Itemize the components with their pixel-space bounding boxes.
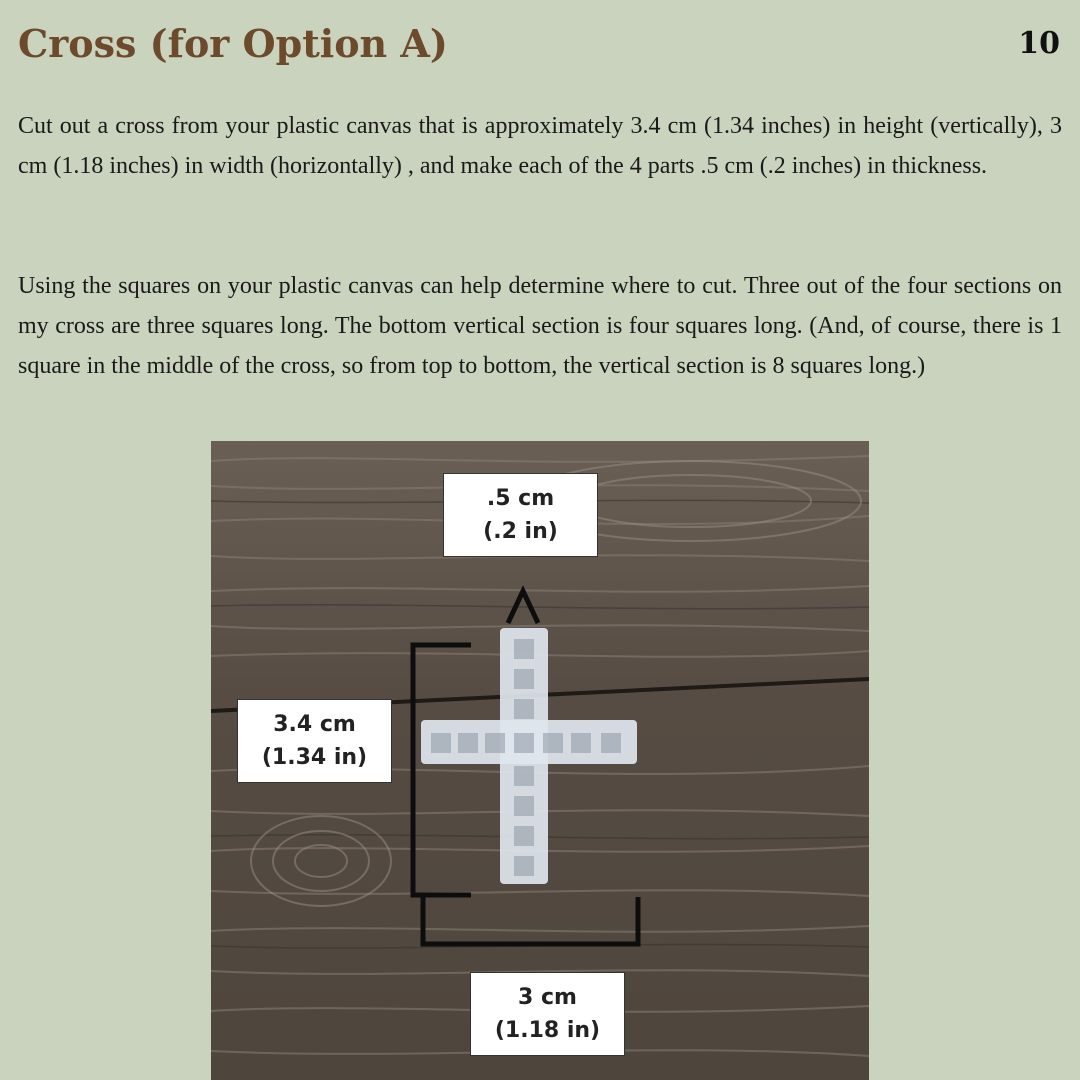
height-label [237,699,392,783]
thickness-label-cm: .5 cm [486,486,555,511]
thickness-label [443,473,598,557]
cross-measurement-photo [211,441,869,1080]
instruction-paragraph-1: Cut out a cross from your plastic canvas that is approximately 3.4 cm (1.34 inches) in height (vertically), 3 cm (1.18 inches) in width (horizontally) , and make each of the 4 parts .5 cm (.2 inches) in thickness. [18,113,1062,179]
height-label-in: (1.34 in) [261,745,368,770]
instruction-paragraph-2: Using the squares on your plastic canvas can help determine where to cut. Three out of the four sections on my cross are three squares long. The bottom vertical section is four squares long. (And, of course, there is 1 square in the middle of the cross, so from top to bottom, the vertical section is 8 squares long.) [18,273,1062,379]
width-label-in: (1.18 in) [494,1018,601,1043]
page-title: Cross (for Option A) [18,21,448,66]
height-label-cm: 3.4 cm [273,712,356,737]
width-label [470,972,625,1056]
thickness-label-in: (.2 in) [483,519,558,544]
width-label-cm: 3 cm [518,985,577,1010]
page-number: 10 [1018,26,1060,61]
